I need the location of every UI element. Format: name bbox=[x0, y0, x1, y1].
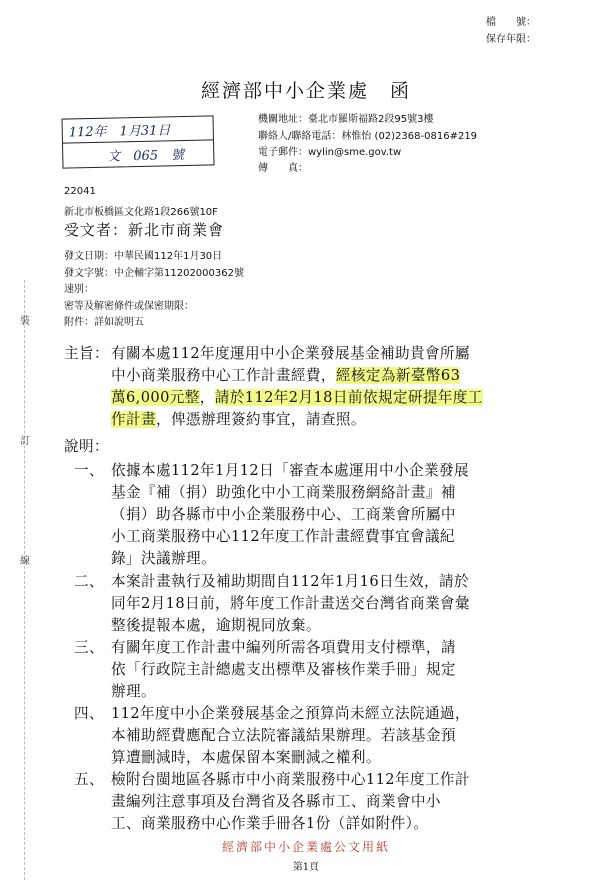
stamp-doc-number: 文 065 號 bbox=[107, 148, 185, 165]
received-stamp bbox=[61, 115, 214, 168]
item-number: 五、 bbox=[74, 771, 104, 788]
recipient-address: 新北市板橋區文化路1段266號10F bbox=[64, 207, 218, 218]
agency-fax: 傳 真： bbox=[258, 163, 308, 174]
item-number: 一、 bbox=[74, 462, 104, 479]
item-number: 二、 bbox=[74, 573, 104, 590]
attachment-note: 附件：詳如說明五 bbox=[64, 317, 144, 328]
agency-email: 電子郵件：wylin@sme.gov.tw bbox=[258, 147, 402, 158]
margin-mark-ding: 訂 bbox=[20, 436, 30, 447]
subject-line-4: 作計畫，俾憑辦理簽約事宜，請查照。 bbox=[111, 411, 366, 428]
subject-line-1: 有關本處112年度運用中小企業發展基金補助貴會所屬 bbox=[111, 345, 470, 362]
page-number: 第1頁 bbox=[292, 862, 320, 873]
security-classification: 密等及解密條件或保密期限： bbox=[64, 301, 194, 312]
margin-mark-zhuang: 裝 bbox=[20, 316, 30, 327]
item-number: 三、 bbox=[74, 639, 104, 656]
delivery-speed: 速別： bbox=[64, 284, 94, 295]
file-number-label: 檔 號： bbox=[486, 17, 536, 28]
subject-line-3: 萬6,000元整，請於112年2月18日前依規定研提年度工 bbox=[111, 389, 483, 406]
explanation-label: 說明： bbox=[64, 438, 109, 455]
recipient-name: 受文者：新北市商業會 bbox=[64, 221, 225, 239]
recipient-postal-code: 22041 bbox=[64, 186, 96, 197]
issue-number: 發文字號：中企輔字第11202000362號 bbox=[64, 268, 244, 279]
binding-line bbox=[24, 280, 25, 880]
highlight-amount: 經核定為新臺幣63 bbox=[335, 367, 461, 384]
agency-address: 機關地址：臺北市羅斯福路2段95號3樓 bbox=[258, 114, 434, 125]
stamp-date: 112年 1月31日 bbox=[68, 123, 171, 141]
margin-mark-xian: 線 bbox=[20, 556, 30, 567]
item-number: 四、 bbox=[74, 705, 104, 722]
retention-period-label: 保存年限： bbox=[486, 34, 536, 45]
subject-line-2: 中小商業服務中心工作計畫經費，經核定為新臺幣63 bbox=[111, 367, 461, 384]
subject-label: 主旨： bbox=[64, 345, 109, 362]
agency-contact: 聯絡人/聯絡電話：林惟怡 (02)2368-0816#219 bbox=[258, 131, 478, 142]
highlight-deadline: 請於112年2月18日前依規定研提年度工 bbox=[214, 389, 483, 406]
issue-date: 發文日期：中華民國112年1月30日 bbox=[64, 251, 223, 262]
document-title: 經濟部中小企業處 函 bbox=[200, 80, 411, 102]
official-paper-label: 經濟部中小企業處公文用紙 bbox=[221, 840, 390, 854]
